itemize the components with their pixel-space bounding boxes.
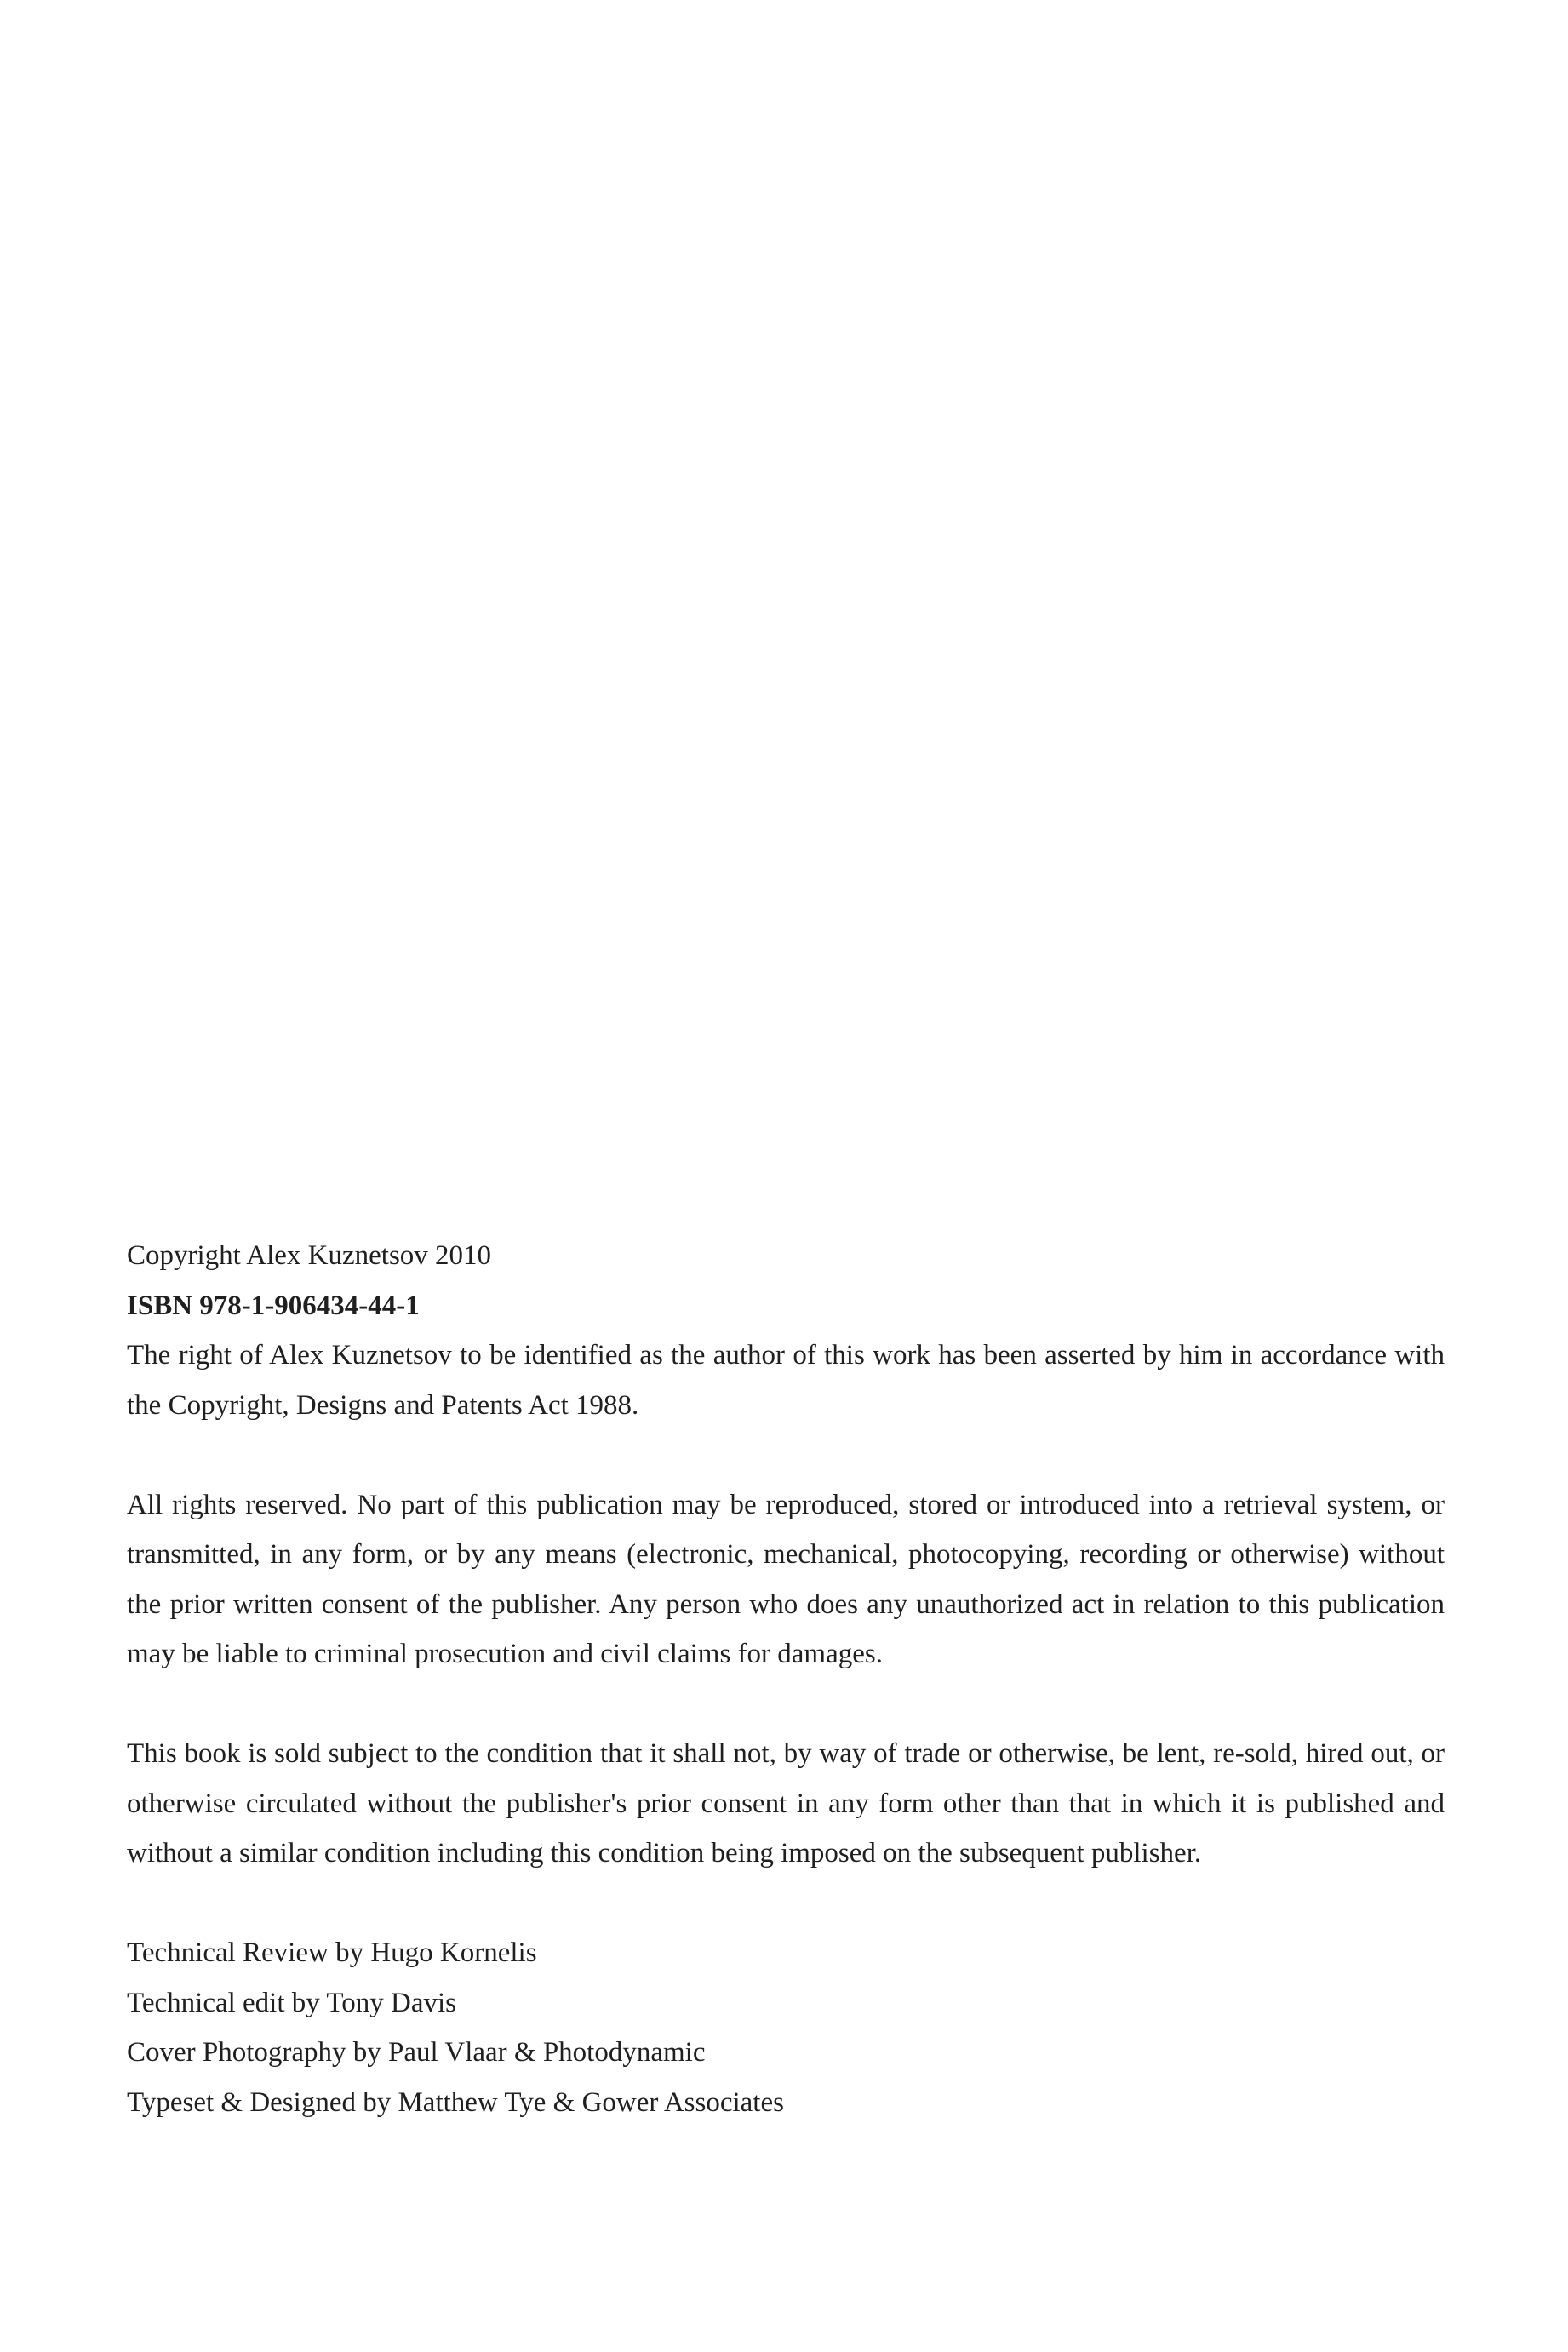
copyright-block	[127, 1231, 1445, 2127]
paragraph-gap	[127, 1879, 1445, 1929]
paragraph-gap	[127, 1680, 1445, 1730]
isbn: ISBN 978-1-906434-44-1	[127, 1290, 420, 1321]
paragraph-gap	[127, 1430, 1445, 1480]
copyright-line: Copyright Alex Kuznetsov 2010	[127, 1240, 492, 1271]
all-rights-reserved: All rights reserved. No part of this publication may be reproduced, stored or introduced into a retrieval system, or transmitted, in any form, or by any means (electronic, mechanical, photocopying, recording or otherwise) without the prior written consent of the publisher. Any person who does any unauthorized act in relation to this publication may be liable to criminal prosecution and civil claims for damages.	[127, 1489, 1445, 1669]
credit-cover-photography: Cover Photography by Paul Vlaar & Photodynamic	[127, 2037, 706, 2068]
sale-condition: This book is sold subject to the condition that it shall not, by way of trade or otherwise, be lent, re-sold, hired out, or otherwise circulated without the publisher's prior consent in any form other than that in which it is published and without a similar condition including this condition being imposed on the subsequent publisher.	[127, 1738, 1445, 1868]
credit-typeset-design: Typeset & Designed by Matthew Tye & Gower Associates	[127, 2086, 784, 2118]
rights-statement: The right of Alex Kuznetsov to be identified as the author of this work has been asserted by him in accordance with the Copyright, Designs and Patents Act 1988.	[127, 1340, 1445, 1421]
credit-technical-review: Technical Review by Hugo Kornelis	[127, 1937, 537, 1968]
credit-technical-edit: Technical edit by Tony Davis	[127, 1987, 457, 2018]
credits	[127, 1928, 1445, 2127]
